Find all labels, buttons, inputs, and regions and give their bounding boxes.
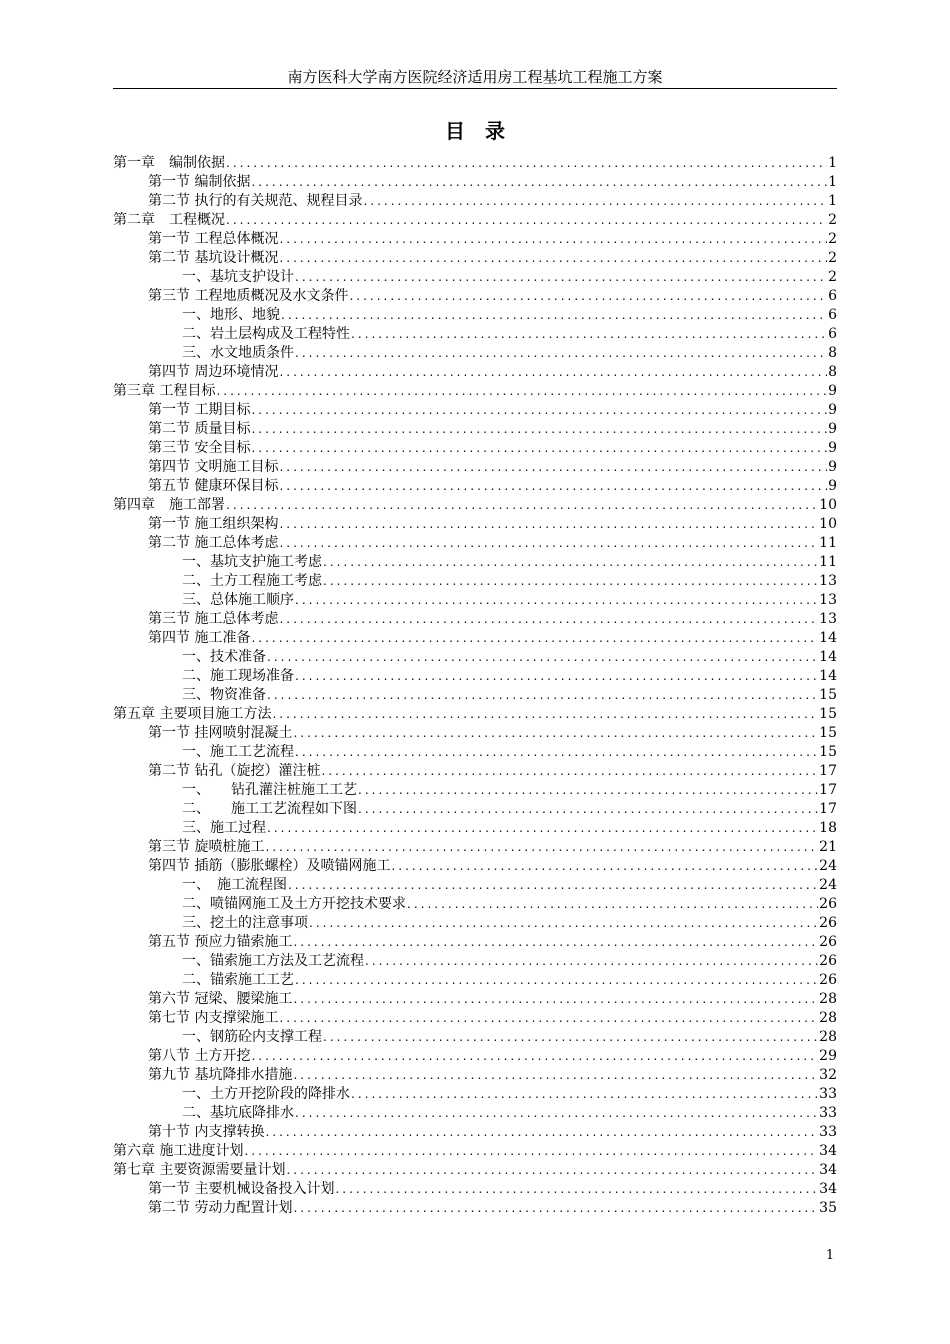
dot-leader xyxy=(279,249,827,268)
toc-entry-page: 26 xyxy=(819,896,837,912)
toc-entry[interactable] xyxy=(113,933,837,952)
toc-entry-label: 二、岩土层构成及工程特性 xyxy=(182,326,350,342)
toc-entry-label: 第八节 土方开挖 xyxy=(148,1048,251,1064)
toc-entry-label: 三、施工过程 xyxy=(182,820,266,836)
toc-entry-page: 8 xyxy=(828,364,837,380)
toc-entry-page: 28 xyxy=(819,1010,837,1026)
toc-entry[interactable] xyxy=(113,363,837,382)
toc-entry[interactable] xyxy=(113,1123,837,1142)
toc-entry-label: 一、钢筋砼内支撑工程 xyxy=(182,1029,322,1045)
toc-entry-label: 第六章 施工进度计划 xyxy=(113,1143,244,1159)
toc-entry-page: 9 xyxy=(828,421,837,437)
dot-leader xyxy=(279,230,827,249)
toc-entry[interactable] xyxy=(113,838,837,857)
toc-entry[interactable] xyxy=(113,401,837,420)
toc-entry[interactable] xyxy=(113,610,837,629)
dot-leader xyxy=(358,800,818,819)
toc-entry-page: 34 xyxy=(819,1181,837,1197)
toc-entry-label: 第一节 编制依据 xyxy=(148,174,251,190)
dot-leader xyxy=(265,1123,818,1142)
dot-leader xyxy=(295,268,827,287)
toc-entry[interactable] xyxy=(113,781,837,800)
dot-leader xyxy=(293,1066,818,1085)
toc-entry-label: 第二节 钻孔（旋挖）灌注桩 xyxy=(148,763,321,779)
toc-entry-label: 第九节 基坑降排水措施 xyxy=(148,1067,293,1083)
toc-entry-label: 一、地形、地貌 xyxy=(182,307,280,323)
toc-entry-label: 二、锚索施工工艺 xyxy=(182,972,294,988)
toc-entry-page: 2 xyxy=(828,269,837,285)
toc-entry-page: 1 xyxy=(828,174,837,190)
dot-leader xyxy=(251,629,818,648)
toc-entry-page: 28 xyxy=(819,1029,837,1045)
dot-leader xyxy=(244,1142,818,1161)
dot-leader xyxy=(251,173,827,192)
dot-leader xyxy=(295,743,818,762)
dot-leader xyxy=(351,325,827,344)
toc-entry-page: 9 xyxy=(828,478,837,494)
toc-entry[interactable] xyxy=(113,971,837,990)
toc-entry[interactable] xyxy=(113,1047,837,1066)
toc-entry-page: 11 xyxy=(819,554,837,570)
toc-entry[interactable] xyxy=(113,686,837,705)
toc-entry-label: 第四节 文明施工目标 xyxy=(148,459,279,475)
toc-entry[interactable] xyxy=(113,724,837,743)
toc-entry-label: 第三章 工程目标 xyxy=(113,383,216,399)
toc-entry-page: 15 xyxy=(819,687,837,703)
dot-leader xyxy=(288,876,818,895)
toc-entry-label: 第三节 工程地质概况及水文条件 xyxy=(148,288,349,304)
dot-leader xyxy=(281,306,827,325)
dot-leader xyxy=(251,420,827,439)
toc-entry-label: 第二节 劳动力配置计划 xyxy=(148,1200,293,1216)
toc-entry[interactable] xyxy=(113,1142,837,1161)
toc-entry-label: 第三节 施工总体考虑 xyxy=(148,611,279,627)
toc-entry-label: 第七节 内支撑梁施工 xyxy=(148,1010,279,1026)
toc-entry[interactable] xyxy=(113,1085,837,1104)
dot-leader xyxy=(279,534,818,553)
toc-entry[interactable] xyxy=(113,1009,837,1028)
toc-entry-page: 26 xyxy=(819,934,837,950)
toc-entry-page: 2 xyxy=(828,250,837,266)
toc-entry[interactable] xyxy=(113,667,837,686)
header-divider xyxy=(113,88,837,89)
toc-entry[interactable] xyxy=(113,496,837,515)
dot-leader xyxy=(358,781,818,800)
table-of-contents xyxy=(113,154,837,1218)
toc-entry-label: 第一节 挂网喷射混凝土 xyxy=(148,725,293,741)
dot-leader xyxy=(335,1180,818,1199)
dot-leader xyxy=(279,458,827,477)
dot-leader xyxy=(293,1199,818,1218)
toc-entry-page: 11 xyxy=(819,535,837,551)
toc-entry-page: 13 xyxy=(819,592,837,608)
toc-entry-page: 24 xyxy=(819,858,837,874)
toc-entry[interactable] xyxy=(113,1104,837,1123)
toc-entry[interactable] xyxy=(113,1028,837,1047)
toc-entry-label: 第一节 施工组织架构 xyxy=(148,516,279,532)
toc-entry[interactable] xyxy=(113,591,837,610)
toc-entry-page: 24 xyxy=(819,877,837,893)
toc-entry[interactable] xyxy=(113,306,837,325)
toc-entry-label: 一、施工工艺流程 xyxy=(182,744,294,760)
toc-entry-page: 9 xyxy=(828,402,837,418)
toc-entry-page: 26 xyxy=(819,953,837,969)
toc-entry-label: 二、施工现场准备 xyxy=(182,668,294,684)
toc-entry-page: 6 xyxy=(828,288,837,304)
toc-entry-label: 第七章 主要资源需要量计划 xyxy=(113,1162,286,1178)
toc-entry[interactable] xyxy=(113,762,837,781)
toc-entry[interactable] xyxy=(113,895,837,914)
toc-entry-label: 第一章 编制依据 xyxy=(113,155,225,171)
toc-entry-page: 35 xyxy=(819,1200,837,1216)
dot-leader xyxy=(279,477,827,496)
toc-entry[interactable] xyxy=(113,534,837,553)
toc-entry-page: 34 xyxy=(819,1162,837,1178)
dot-leader xyxy=(407,895,818,914)
toc-entry-label: 一、 施工流程图 xyxy=(182,877,287,893)
toc-entry[interactable] xyxy=(113,439,837,458)
toc-entry[interactable] xyxy=(113,154,837,173)
toc-entry[interactable] xyxy=(113,876,837,895)
toc-entry[interactable] xyxy=(113,1161,837,1180)
toc-entry[interactable] xyxy=(113,819,837,838)
toc-entry-page: 17 xyxy=(819,763,837,779)
dot-leader xyxy=(323,572,818,591)
toc-entry-label: 二、喷锚网施工及土方开挖技术要求 xyxy=(182,896,406,912)
toc-entry-page: 2 xyxy=(828,231,837,247)
dot-leader xyxy=(365,952,818,971)
toc-entry-label: 第一节 工程总体概况 xyxy=(148,231,279,247)
toc-entry-label: 第二节 质量目标 xyxy=(148,421,251,437)
running-header: 南方医科大学南方医院经济适用房工程基坑工程施工方案 xyxy=(287,68,663,86)
dot-leader xyxy=(272,705,818,724)
toc-entry-label: 二、基坑底降排水 xyxy=(182,1105,294,1121)
toc-entry[interactable] xyxy=(113,553,837,572)
toc-entry[interactable] xyxy=(113,230,837,249)
toc-entry-page: 1 xyxy=(828,193,837,209)
toc-entry-label: 第四节 周边环境情况 xyxy=(148,364,279,380)
dot-leader xyxy=(323,553,818,572)
toc-entry[interactable] xyxy=(113,952,837,971)
toc-entry-page: 14 xyxy=(819,668,837,684)
toc-entry[interactable] xyxy=(113,914,837,933)
toc-entry-page: 15 xyxy=(819,725,837,741)
toc-entry[interactable] xyxy=(113,420,837,439)
toc-entry[interactable] xyxy=(113,857,837,876)
toc-entry-label: 第三节 安全目标 xyxy=(148,440,251,456)
toc-entry-page: 13 xyxy=(819,611,837,627)
dot-leader xyxy=(216,382,827,401)
toc-entry[interactable] xyxy=(113,325,837,344)
dot-leader xyxy=(267,648,818,667)
dot-leader xyxy=(251,401,827,420)
toc-entry-page: 6 xyxy=(828,326,837,342)
toc-entry[interactable] xyxy=(113,800,837,819)
toc-entry-label: 一、基坑支护施工考虑 xyxy=(182,554,322,570)
toc-entry-page: 9 xyxy=(828,383,837,399)
dot-leader xyxy=(293,990,818,1009)
toc-entry[interactable] xyxy=(113,458,837,477)
toc-entry-page: 18 xyxy=(819,820,837,836)
toc-entry[interactable] xyxy=(113,1199,837,1218)
toc-entry-label: 一、锚索施工方法及工艺流程 xyxy=(182,953,364,969)
toc-entry-label: 一、 钻孔灌注桩施工工艺 xyxy=(182,782,357,798)
toc-entry[interactable] xyxy=(113,249,837,268)
toc-entry-label: 第四章 施工部署 xyxy=(113,497,225,513)
toc-entry-label: 三、物资准备 xyxy=(182,687,266,703)
toc-entry-page: 17 xyxy=(819,801,837,817)
toc-entry-label: 第十节 内支撑转换 xyxy=(148,1124,265,1140)
toc-entry-label: 三、总体施工顺序 xyxy=(182,592,294,608)
dot-leader xyxy=(267,819,818,838)
toc-entry-page: 13 xyxy=(819,573,837,589)
toc-entry-label: 一、土方开挖阶段的降排水 xyxy=(182,1086,350,1102)
dot-leader xyxy=(279,610,818,629)
dot-leader xyxy=(286,1161,818,1180)
dot-leader xyxy=(321,762,818,781)
toc-entry-page: 26 xyxy=(819,972,837,988)
toc-entry[interactable] xyxy=(113,211,837,230)
toc-entry-label: 第二节 基坑设计概况 xyxy=(148,250,279,266)
dot-leader xyxy=(351,1085,818,1104)
toc-entry-label: 第六节 冠梁、腰梁施工 xyxy=(148,991,293,1007)
toc-entry-page: 8 xyxy=(828,345,837,361)
toc-entry-page: 28 xyxy=(819,991,837,1007)
toc-entry-label: 第四节 施工准备 xyxy=(148,630,251,646)
dot-leader xyxy=(293,724,818,743)
dot-leader xyxy=(226,154,827,173)
dot-leader xyxy=(251,439,827,458)
toc-entry-label: 一、基坑支护设计 xyxy=(182,269,294,285)
toc-entry-page: 26 xyxy=(819,915,837,931)
toc-entry[interactable] xyxy=(113,515,837,534)
page-number: 1 xyxy=(825,1248,835,1263)
toc-entry-page: 21 xyxy=(819,839,837,855)
toc-entry-page: 1 xyxy=(828,155,837,171)
toc-entry[interactable] xyxy=(113,629,837,648)
toc-entry-page: 33 xyxy=(819,1105,837,1121)
toc-entry-page: 33 xyxy=(819,1086,837,1102)
dot-leader xyxy=(226,211,827,230)
dot-leader xyxy=(279,515,818,534)
toc-entry-page: 15 xyxy=(819,706,837,722)
dot-leader xyxy=(323,1028,818,1047)
dot-leader xyxy=(251,1047,818,1066)
toc-entry-page: 10 xyxy=(819,497,837,513)
dot-leader xyxy=(309,914,818,933)
toc-entry-page: 34 xyxy=(819,1143,837,1159)
toc-entry[interactable] xyxy=(113,477,837,496)
toc-entry[interactable] xyxy=(113,1066,837,1085)
toc-entry-label: 三、挖土的注意事项 xyxy=(182,915,308,931)
toc-entry[interactable] xyxy=(113,382,837,401)
toc-entry-label: 二、土方工程施工考虑 xyxy=(182,573,322,589)
dot-leader xyxy=(295,971,818,990)
toc-entry[interactable] xyxy=(113,344,837,363)
toc-entry-page: 6 xyxy=(828,307,837,323)
toc-entry-page: 15 xyxy=(819,744,837,760)
dot-leader xyxy=(279,363,827,382)
toc-entry-page: 9 xyxy=(828,459,837,475)
toc-entry-label: 二、 施工工艺流程如下图 xyxy=(182,801,357,817)
toc-entry[interactable] xyxy=(113,173,837,192)
toc-entry-label: 第二章 工程概况 xyxy=(113,212,225,228)
toc-entry-page: 10 xyxy=(819,516,837,532)
toc-entry-page: 2 xyxy=(828,212,837,228)
toc-heading: 目录 xyxy=(445,119,525,143)
toc-entry[interactable] xyxy=(113,192,837,211)
toc-entry-label: 第一节 工期目标 xyxy=(148,402,251,418)
dot-leader xyxy=(363,192,827,211)
toc-entry[interactable] xyxy=(113,705,837,724)
toc-entry-label: 第五章 主要项目施工方法 xyxy=(113,706,272,722)
toc-entry-page: 29 xyxy=(819,1048,837,1064)
dot-leader xyxy=(295,1104,818,1123)
toc-entry[interactable] xyxy=(113,287,837,306)
toc-entry-label: 第二节 执行的有关规范、规程目录 xyxy=(148,193,363,209)
toc-entry-label: 第一节 主要机械设备投入计划 xyxy=(148,1181,335,1197)
dot-leader xyxy=(295,667,818,686)
dot-leader xyxy=(267,686,818,705)
toc-entry-label: 第二节 施工总体考虑 xyxy=(148,535,279,551)
toc-entry-label: 第五节 预应力锚索施工 xyxy=(148,934,293,950)
dot-leader xyxy=(295,344,827,363)
dot-leader xyxy=(293,933,818,952)
dot-leader xyxy=(226,496,818,515)
toc-entry-label: 第四节 插筋（膨胀螺栓）及喷锚网施工 xyxy=(148,858,391,874)
toc-entry-label: 第三节 旋喷桩施工 xyxy=(148,839,265,855)
toc-entry[interactable] xyxy=(113,572,837,591)
toc-entry[interactable] xyxy=(113,990,837,1009)
toc-entry-label: 第五节 健康环保目标 xyxy=(148,478,279,494)
toc-entry[interactable] xyxy=(113,1180,837,1199)
dot-leader xyxy=(265,838,818,857)
dot-leader xyxy=(391,857,818,876)
toc-entry-page: 14 xyxy=(819,649,837,665)
toc-entry-page: 17 xyxy=(819,782,837,798)
dot-leader xyxy=(349,287,827,306)
dot-leader xyxy=(295,591,818,610)
toc-entry[interactable] xyxy=(113,268,837,287)
toc-entry-page: 33 xyxy=(819,1124,837,1140)
toc-entry-page: 32 xyxy=(819,1067,837,1083)
toc-entry[interactable] xyxy=(113,648,837,667)
toc-entry[interactable] xyxy=(113,743,837,762)
toc-entry-label: 三、水文地质条件 xyxy=(182,345,294,361)
toc-entry-label: 一、技术准备 xyxy=(182,649,266,665)
toc-entry-page: 14 xyxy=(819,630,837,646)
toc-entry-page: 9 xyxy=(828,440,837,456)
dot-leader xyxy=(279,1009,818,1028)
